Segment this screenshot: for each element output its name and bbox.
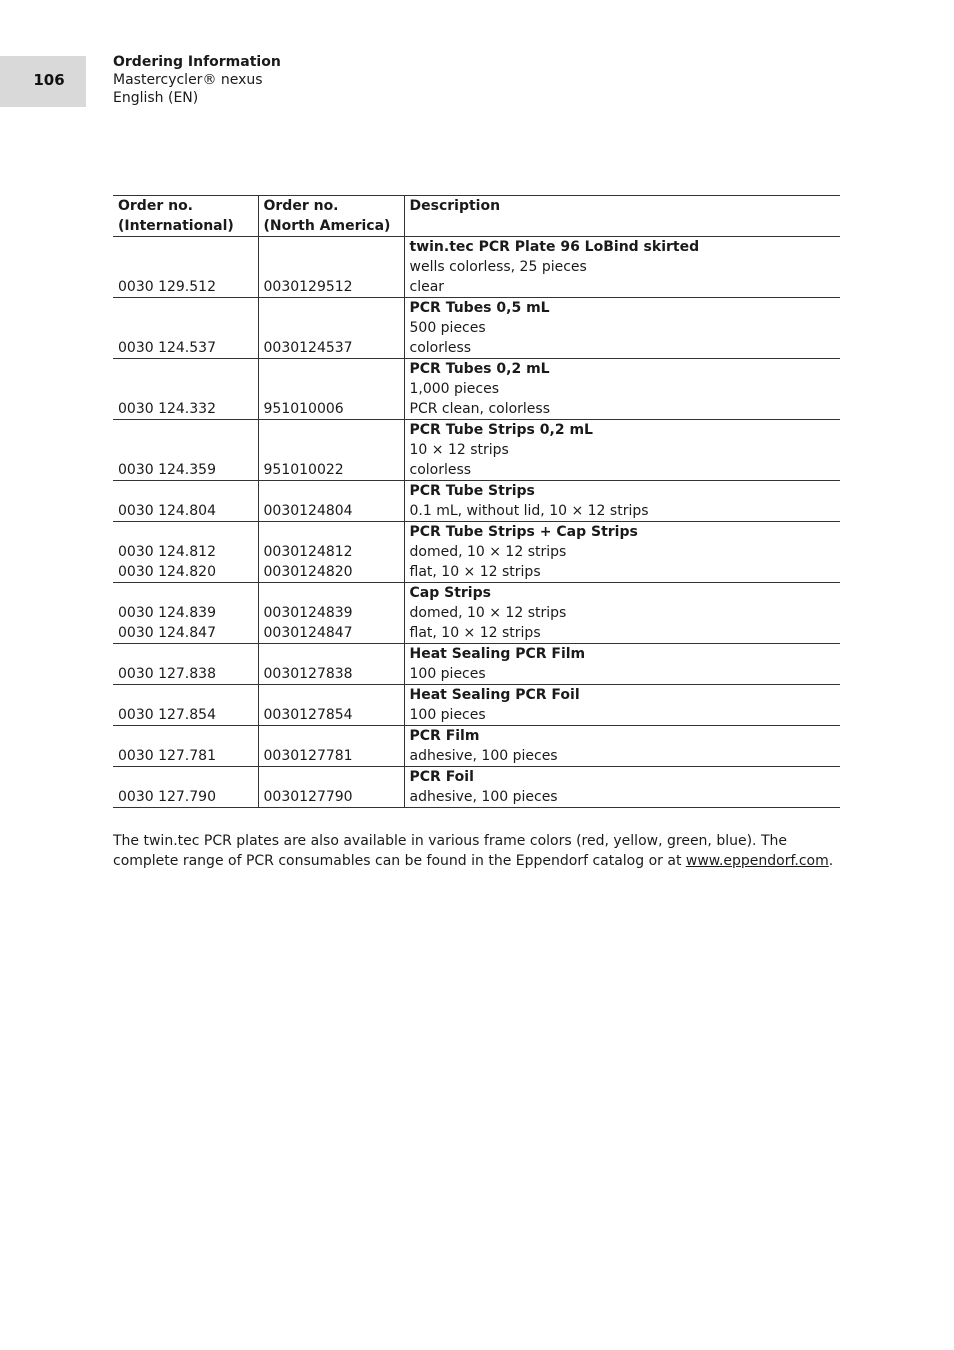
table-row [113, 338, 840, 359]
order-no-international [113, 767, 258, 788]
order-no-north-america [258, 440, 404, 460]
product-title: PCR Tube Strips + Cap Strips [404, 522, 840, 543]
order-no-north-america [258, 318, 404, 338]
table-row [113, 603, 840, 623]
order-no-north-america: 0030124839 [258, 603, 404, 623]
order-no-international [113, 237, 258, 258]
order-no-north-america: 0030124804 [258, 501, 404, 522]
ordering-table [113, 195, 840, 808]
order-no-north-america [258, 257, 404, 277]
table-row [113, 542, 840, 562]
order-no-international: 0030 127.790 [113, 787, 258, 808]
product-title: PCR Film [404, 726, 840, 747]
description: 1,000 pieces [404, 379, 840, 399]
description: adhesive, 100 pieces [404, 746, 840, 767]
page-header [113, 53, 281, 107]
order-no-north-america [258, 522, 404, 543]
table-row [113, 257, 840, 277]
order-no-international: 0030 124.537 [113, 338, 258, 359]
order-no-international [113, 298, 258, 319]
order-no-north-america [258, 767, 404, 788]
table-header-row [113, 196, 840, 237]
order-no-north-america [258, 726, 404, 747]
description: wells colorless, 25 pieces [404, 257, 840, 277]
product-title: PCR Tube Strips [404, 481, 840, 502]
table-row [113, 501, 840, 522]
eppendorf-link[interactable]: www.eppendorf.com [685, 853, 829, 869]
header-description: Description [404, 196, 840, 237]
description: flat, 10 × 12 strips [404, 562, 840, 583]
product-title: PCR Tube Strips 0,2 mL [404, 420, 840, 441]
product-title: Heat Sealing PCR Foil [404, 685, 840, 706]
header-product: Mastercycler® nexus [113, 72, 263, 88]
order-no-north-america [258, 379, 404, 399]
order-no-north-america: 0030127838 [258, 664, 404, 685]
order-no-international [113, 379, 258, 399]
product-title: twin.tec PCR Plate 96 LoBind skirted [404, 237, 840, 258]
header-order-north-america: Order no. (North America) [258, 196, 404, 237]
order-no-international [113, 440, 258, 460]
description: flat, 10 × 12 strips [404, 623, 840, 644]
order-no-north-america: 951010022 [258, 460, 404, 481]
order-no-north-america [258, 237, 404, 258]
table-row [113, 623, 840, 644]
order-no-north-america: 0030127854 [258, 705, 404, 726]
order-no-north-america: 0030124847 [258, 623, 404, 644]
product-title: PCR Tubes 0,2 mL [404, 359, 840, 380]
order-no-international: 0030 124.359 [113, 460, 258, 481]
order-no-north-america [258, 298, 404, 319]
table-row [113, 664, 840, 685]
order-no-international [113, 726, 258, 747]
page-number: 106 [33, 70, 65, 89]
header-language: English (EN) [113, 90, 199, 106]
page-number-box [0, 56, 86, 107]
description: adhesive, 100 pieces [404, 787, 840, 808]
table-row [113, 420, 840, 441]
order-no-north-america [258, 420, 404, 441]
description: colorless [404, 338, 840, 359]
footnote [113, 831, 853, 871]
order-no-north-america [258, 359, 404, 380]
order-no-international [113, 481, 258, 502]
description: domed, 10 × 12 strips [404, 603, 840, 623]
order-no-international [113, 359, 258, 380]
order-no-international: 0030 124.804 [113, 501, 258, 522]
table-row [113, 399, 840, 420]
table-row [113, 746, 840, 767]
table-row [113, 705, 840, 726]
footnote-end: . [828, 853, 834, 869]
footnote-text: The twin.tec PCR plates are also available in various frame colors (red, yellow, green, blue). The complete range of PCR consumables can be found in the Eppendorf catalog or at [113, 833, 787, 869]
table-row [113, 787, 840, 808]
order-no-north-america: 0030127781 [258, 746, 404, 767]
description: domed, 10 × 12 strips [404, 542, 840, 562]
order-no-north-america: 0030129512 [258, 277, 404, 298]
order-no-north-america: 0030124537 [258, 338, 404, 359]
table-row [113, 644, 840, 665]
table-row [113, 318, 840, 338]
header-title: Ordering Information [113, 54, 281, 70]
order-no-international: 0030 127.854 [113, 705, 258, 726]
table-row [113, 481, 840, 502]
order-no-north-america: 0030127790 [258, 787, 404, 808]
description: clear [404, 277, 840, 298]
order-no-north-america [258, 685, 404, 706]
table-row [113, 583, 840, 604]
order-no-international: 0030 127.838 [113, 664, 258, 685]
description: 100 pieces [404, 664, 840, 685]
table-row [113, 359, 840, 380]
order-no-international: 0030 124.812 [118, 544, 216, 560]
table-row [113, 440, 840, 460]
product-title: PCR Foil [404, 767, 840, 788]
table-row [113, 767, 840, 788]
description: 0.1 mL, without lid, 10 × 12 strips [404, 501, 840, 522]
table-row [113, 685, 840, 706]
description: 500 pieces [404, 318, 840, 338]
table-body [113, 237, 840, 808]
description: PCR clean, colorless [404, 399, 840, 420]
order-no-international: 0030 124.839 [118, 605, 216, 621]
description: 100 pieces [404, 705, 840, 726]
table-row [113, 298, 840, 319]
order-no-international: 0030 124.820 [113, 562, 258, 583]
table-row [113, 726, 840, 747]
description: colorless [404, 460, 840, 481]
order-no-international: 0030 127.781 [113, 746, 258, 767]
table-row [113, 277, 840, 298]
order-no-international: 0030 124.332 [113, 399, 258, 420]
order-no-international [113, 644, 258, 665]
order-no-north-america: 951010006 [258, 399, 404, 420]
order-no-international [113, 420, 258, 441]
order-no-north-america: 0030124812 [258, 542, 404, 562]
order-no-international [113, 522, 258, 543]
table-row [113, 562, 840, 583]
table-row [113, 379, 840, 399]
table-row [113, 460, 840, 481]
order-no-international [113, 318, 258, 338]
order-no-international [113, 685, 258, 706]
product-title: Cap Strips [404, 583, 840, 604]
order-no-international: 0030 124.847 [113, 623, 258, 644]
order-no-north-america [258, 481, 404, 502]
order-no-north-america: 0030124820 [258, 562, 404, 583]
description: 10 × 12 strips [404, 440, 840, 460]
table-row [113, 522, 840, 543]
order-no-north-america [258, 583, 404, 604]
order-no-international [113, 583, 258, 604]
order-no-north-america [258, 644, 404, 665]
header-order-international: Order no. (International) [113, 196, 258, 237]
product-title: Heat Sealing PCR Film [404, 644, 840, 665]
order-no-international [113, 257, 258, 277]
product-title: PCR Tubes 0,5 mL [404, 298, 840, 319]
order-no-international: 0030 129.512 [113, 277, 258, 298]
table-row [113, 237, 840, 258]
